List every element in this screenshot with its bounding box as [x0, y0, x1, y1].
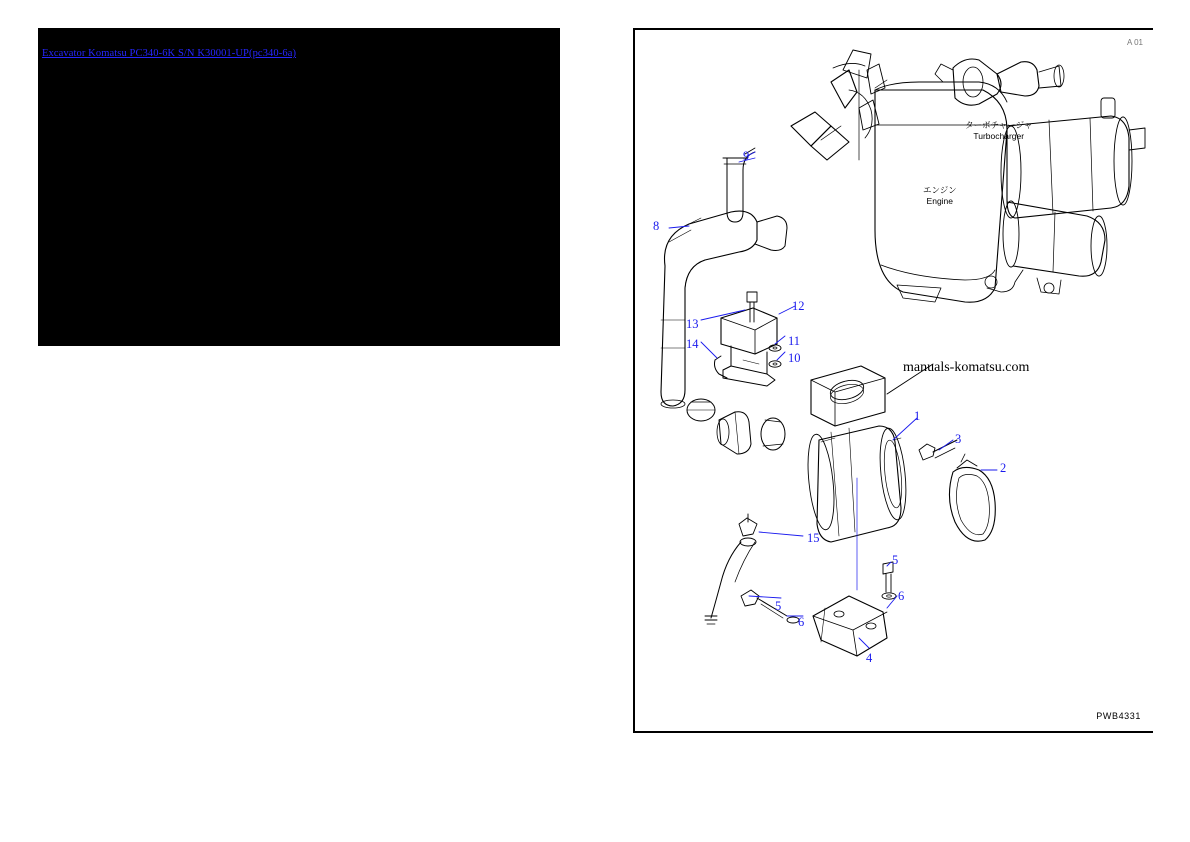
- callout-10[interactable]: 10: [788, 351, 801, 365]
- callout-12[interactable]: 12: [792, 299, 805, 313]
- exploded-parts-drawing: [635, 30, 1155, 735]
- callout-6-left[interactable]: 6: [798, 615, 805, 629]
- label-turbocharger-jp: ターボチャージャ: [965, 120, 1033, 130]
- callout-4[interactable]: 4: [866, 651, 873, 665]
- label-engine: [923, 185, 957, 206]
- watermark-text: manuals-komatsu.com: [903, 360, 1030, 375]
- diagram-panel: [633, 28, 1153, 733]
- callout-1[interactable]: 1: [914, 409, 921, 423]
- callout-11[interactable]: 11: [788, 334, 801, 348]
- callout-14[interactable]: 14: [686, 337, 699, 351]
- label-engine-jp: エンジン: [923, 185, 957, 195]
- callout-13[interactable]: 13: [686, 317, 699, 331]
- callout-5-left[interactable]: 5: [775, 599, 782, 613]
- sheet-code: PWB4331: [1096, 711, 1141, 721]
- callout-8[interactable]: 8: [653, 219, 660, 233]
- label-turbocharger: [965, 120, 1032, 141]
- callout-9[interactable]: 9: [743, 149, 750, 163]
- callout-2[interactable]: 2: [1000, 461, 1007, 475]
- label-turbocharger-en: Turbocharger: [973, 130, 1025, 141]
- corner-code: A 01: [1126, 38, 1143, 47]
- catalog-title-link[interactable]: Excavator Komatsu PC340-6K S/N K30001-UP(pc340-6a): [42, 48, 297, 59]
- callout-6-right[interactable]: 6: [898, 589, 905, 603]
- callout-5-upper[interactable]: 5: [892, 553, 899, 567]
- callout-15[interactable]: 15: [807, 531, 820, 545]
- label-engine-en: Engine: [926, 195, 954, 206]
- left-black-panel: [38, 28, 560, 346]
- callout-3[interactable]: 3: [955, 432, 962, 446]
